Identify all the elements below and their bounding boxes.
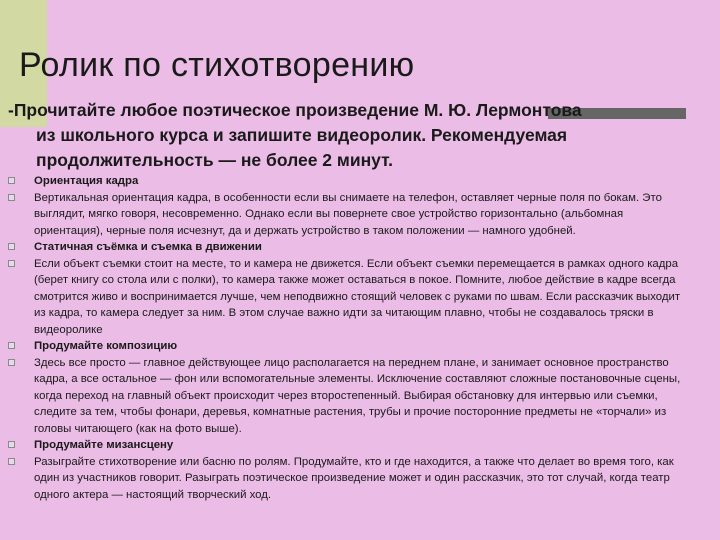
slide-title: Ролик по стихотворению: [19, 46, 415, 84]
square-bullet-icon: [8, 342, 15, 349]
square-bullet-icon: [8, 441, 15, 448]
list-item-text: Если объект съемки стоит на месте, то и камера не движется. Если объект съемки перемещается в рамках одного кадра (берет книгу со стола или с полки), то камера также может оставаться в покое. Помните, любое действие в кадре всегда смотрится живо и воспринимается лучше, чем неподвижно стоящий человек с руками по швам. Если рассказчик выходит из кадра, то камера следует за ним. В этом случае важно идти за читающим плавно, чтобы не создавалось тряски в видеоролике: [34, 257, 681, 336]
list-item: [0, 437, 694, 454]
lead-rest: из школьного курса и запишите видеоролик. Рекомендуемая продолжительность — не более 2 минут.: [36, 125, 568, 170]
list-item-text: Продумайте мизансцену: [34, 439, 174, 451]
list-item-text: Статичная съёмка и съемка в движении: [34, 241, 262, 253]
list-item: [0, 454, 694, 504]
square-bullet-icon: [8, 260, 15, 267]
list-item-text: Разыграйте стихотворение или басню по ролям. Продумайте, кто и где находится, а также что делает во время того, как один из участников говорит. Разыграть поэтическое произведение может и один рассказчик, это тот случай, когда театр одного актера — настоящий творческий ход.: [34, 455, 674, 501]
list-item: [0, 355, 694, 438]
lead-first-line: -Прочитайте любое поэтическое произведение М. Ю. Лермонтова: [8, 100, 582, 120]
list-item-text: Здесь все просто — главное действующее лицо располагается на переднем плане, и занимает основное пространство кадра, а все остальное — фон или вспомогательные элементы. Исключение составляют сложные постановочные сцены, когда переход на главный объект происходит через второстепенный. Выбирая обстановку для интервью или съемки, следите за тем, чтобы фонари, деревья, комнатные растения, трубы и прочие посторонние предметы не «торчали» из головы читающего (как на фото выше).: [34, 356, 681, 435]
list-item: [0, 256, 694, 339]
square-bullet-icon: [8, 194, 15, 201]
list-item: [0, 190, 694, 240]
list-item-text: Вертикальная ориентация кадра, в особенности если вы снимаете на телефон, оставляет черные поля по бокам. Это выглядит, мягко говоря, несовременно. Однако если вы повернете свое устройство горизонтально (альбомная ориентация), черные поля исчезнут, да и держать устройство в таком положении — намного удобней.: [34, 191, 662, 237]
list-item: [0, 239, 694, 256]
square-bullet-icon: [8, 243, 15, 250]
list-item-text: Продумайте композицию: [34, 340, 178, 352]
list-item: [0, 173, 694, 190]
bullet-list: [0, 173, 720, 503]
list-item-text: Ориентация кадра: [34, 175, 139, 187]
square-bullet-icon: [8, 177, 15, 184]
list-item: [0, 338, 694, 355]
square-bullet-icon: [8, 359, 15, 366]
square-bullet-icon: [8, 458, 15, 465]
lead-paragraph: [8, 98, 698, 173]
